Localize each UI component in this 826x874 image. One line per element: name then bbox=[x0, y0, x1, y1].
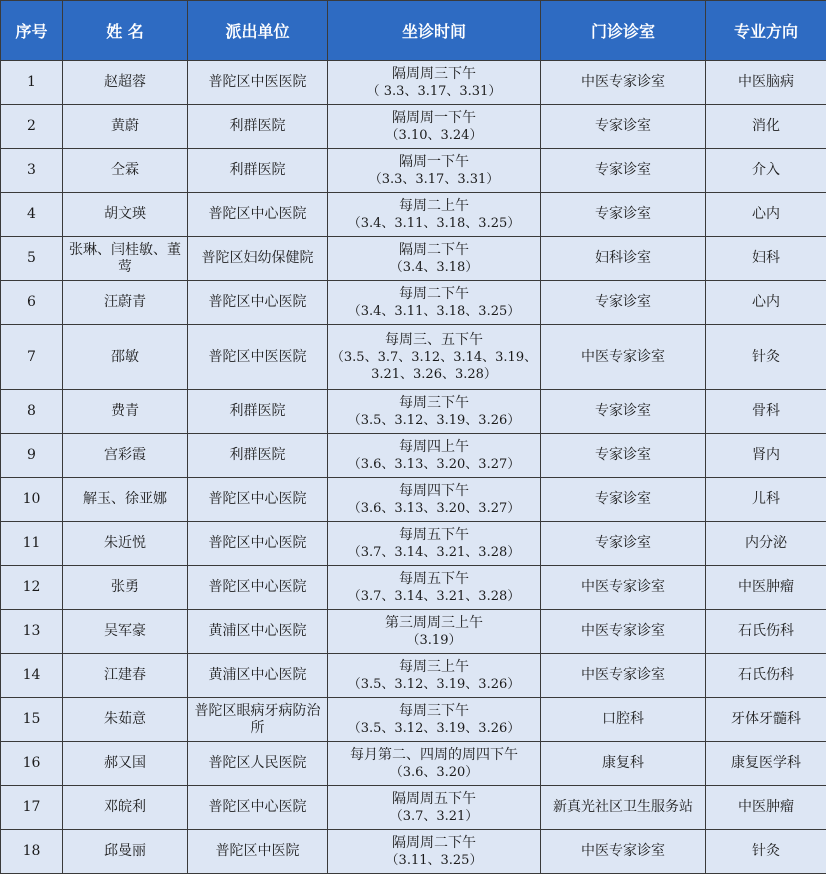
clinic-room-cell: 专家诊室 bbox=[541, 193, 706, 237]
clinic-room-cell: 专家诊室 bbox=[541, 478, 706, 522]
clinic-time-cell bbox=[328, 610, 541, 654]
clinic-room-cell: 专家诊室 bbox=[541, 149, 706, 193]
clinic-time-main: 每周四上午 bbox=[399, 438, 469, 455]
clinic-time-dates: （3.4、3.11、3.18、3.25） bbox=[347, 215, 521, 231]
specialty-cell: 针灸 bbox=[706, 830, 826, 874]
row-number-cell: 5 bbox=[1, 237, 63, 281]
specialty-cell: 妇科 bbox=[706, 237, 826, 281]
clinic-time-cell bbox=[328, 105, 541, 149]
clinic-time-dates: （3.5、3.12、3.19、3.26） bbox=[347, 720, 521, 736]
specialty-cell: 牙体牙髓科 bbox=[706, 698, 826, 742]
header-room: 门诊诊室 bbox=[541, 1, 706, 61]
clinic-time-cell bbox=[328, 61, 541, 105]
dispatch-unit-cell: 利群医院 bbox=[188, 149, 328, 193]
clinic-time-main: 每周二上午 bbox=[399, 197, 469, 214]
table-row bbox=[1, 566, 826, 610]
dispatch-unit-cell: 利群医院 bbox=[188, 390, 328, 434]
clinic-time-dates: （3.4、3.18） bbox=[389, 259, 479, 275]
dispatch-unit-cell: 普陀区中心医院 bbox=[188, 522, 328, 566]
header-specialty: 专业方向 bbox=[706, 1, 826, 61]
dispatch-unit-cell: 普陀区中医医院 bbox=[188, 325, 328, 390]
row-number-cell: 4 bbox=[1, 193, 63, 237]
table-row bbox=[1, 105, 826, 149]
clinic-room-cell: 中医专家诊室 bbox=[541, 566, 706, 610]
specialty-cell: 心内 bbox=[706, 281, 826, 325]
clinic-time-main: 隔周周三下午 bbox=[392, 65, 476, 82]
header-time: 坐诊时间 bbox=[328, 1, 541, 61]
clinic-time-cell bbox=[328, 742, 541, 786]
doctor-name-cell: 邵敏 bbox=[63, 325, 188, 390]
specialty-cell: 内分泌 bbox=[706, 522, 826, 566]
header-no: 序号 bbox=[1, 1, 63, 61]
table-row bbox=[1, 61, 826, 105]
clinic-time-dates: （3.6、3.13、3.20、3.27） bbox=[347, 456, 521, 472]
dispatch-unit-cell: 普陀区眼病牙病防治所 bbox=[188, 698, 328, 742]
clinic-room-cell: 中医专家诊室 bbox=[541, 654, 706, 698]
table-row bbox=[1, 610, 826, 654]
clinic-time-main: 隔周一下午 bbox=[399, 153, 469, 170]
specialty-cell: 骨科 bbox=[706, 390, 826, 434]
clinic-time-main: 每月第二、四周的周四下午 bbox=[350, 746, 518, 763]
doctor-name-cell: 仝霖 bbox=[63, 149, 188, 193]
dispatch-unit-cell: 普陀区中心医院 bbox=[188, 193, 328, 237]
doctor-name-cell: 黄蔚 bbox=[63, 105, 188, 149]
clinic-time-cell bbox=[328, 522, 541, 566]
specialty-cell: 儿科 bbox=[706, 478, 826, 522]
specialty-cell: 针灸 bbox=[706, 325, 826, 390]
row-number-cell: 1 bbox=[1, 61, 63, 105]
specialty-cell: 中医肿瘤 bbox=[706, 786, 826, 830]
clinic-time-main: 每周三下午 bbox=[399, 702, 469, 719]
dispatch-unit-cell: 普陀区妇幼保健院 bbox=[188, 237, 328, 281]
clinic-time-main: 隔周周二下午 bbox=[392, 834, 476, 851]
dispatch-unit-cell: 普陀区中医医院 bbox=[188, 61, 328, 105]
clinic-time-dates: （3.5、3.12、3.19、3.26） bbox=[347, 412, 521, 428]
table-row bbox=[1, 281, 826, 325]
clinic-time-cell bbox=[328, 566, 541, 610]
row-number-cell: 16 bbox=[1, 742, 63, 786]
clinic-time-cell bbox=[328, 237, 541, 281]
row-number-cell: 17 bbox=[1, 786, 63, 830]
clinic-room-cell: 专家诊室 bbox=[541, 434, 706, 478]
row-number-cell: 9 bbox=[1, 434, 63, 478]
specialty-cell: 康复医学科 bbox=[706, 742, 826, 786]
row-number-cell: 10 bbox=[1, 478, 63, 522]
clinic-time-dates: （3.4、3.11、3.18、3.25） bbox=[347, 303, 521, 319]
clinic-time-main: 每周四下午 bbox=[399, 482, 469, 499]
clinic-time-cell bbox=[328, 434, 541, 478]
doctor-name-cell: 朱茹意 bbox=[63, 698, 188, 742]
doctor-name-cell: 江建春 bbox=[63, 654, 188, 698]
row-number-cell: 12 bbox=[1, 566, 63, 610]
clinic-time-dates: （3.7、3.14、3.21、3.28） bbox=[347, 588, 521, 604]
dispatch-unit-cell: 黄浦区中心医院 bbox=[188, 654, 328, 698]
clinic-time-dates: （3.11、3.25） bbox=[385, 852, 483, 868]
dispatch-unit-cell: 普陀区中心医院 bbox=[188, 786, 328, 830]
table-row bbox=[1, 478, 826, 522]
specialty-cell: 石氏伤科 bbox=[706, 654, 826, 698]
specialty-cell: 石氏伤科 bbox=[706, 610, 826, 654]
dispatch-unit-cell: 利群医院 bbox=[188, 105, 328, 149]
doctor-name-cell: 邱曼丽 bbox=[63, 830, 188, 874]
doctor-name-cell: 张琳、闫桂敏、董莺 bbox=[63, 237, 188, 281]
clinic-time-cell bbox=[328, 325, 541, 390]
clinic-room-cell: 新真光社区卫生服务站 bbox=[541, 786, 706, 830]
clinic-room-cell: 口腔科 bbox=[541, 698, 706, 742]
clinic-time-dates: （3.19） bbox=[406, 632, 462, 648]
clinic-time-dates: （3.5、3.12、3.19、3.26） bbox=[347, 676, 521, 692]
doctor-name-cell: 朱近悦 bbox=[63, 522, 188, 566]
clinic-room-cell: 中医专家诊室 bbox=[541, 61, 706, 105]
doctor-name-cell: 解玉、徐亚娜 bbox=[63, 478, 188, 522]
clinic-time-main: 每周五下午 bbox=[399, 526, 469, 543]
clinic-time-cell bbox=[328, 281, 541, 325]
clinic-time-dates: （3.7、3.21） bbox=[389, 808, 479, 824]
table-row bbox=[1, 742, 826, 786]
table-row bbox=[1, 193, 826, 237]
table-row bbox=[1, 237, 826, 281]
doctor-name-cell: 赵超蓉 bbox=[63, 61, 188, 105]
row-number-cell: 2 bbox=[1, 105, 63, 149]
table-row bbox=[1, 434, 826, 478]
clinic-room-cell: 专家诊室 bbox=[541, 522, 706, 566]
row-number-cell: 8 bbox=[1, 390, 63, 434]
clinic-time-dates: （3.5、3.7、3.12、3.14、3.19、3.21、3.26、3.28） bbox=[330, 349, 538, 382]
row-number-cell: 6 bbox=[1, 281, 63, 325]
row-number-cell: 13 bbox=[1, 610, 63, 654]
dispatch-unit-cell: 普陀区中医院 bbox=[188, 830, 328, 874]
row-number-cell: 3 bbox=[1, 149, 63, 193]
clinic-time-dates: （3.10、3.24） bbox=[385, 127, 483, 143]
clinic-time-cell bbox=[328, 478, 541, 522]
clinic-room-cell: 中医专家诊室 bbox=[541, 325, 706, 390]
clinic-time-dates: （ 3.3、3.17、3.31） bbox=[366, 83, 502, 99]
clinic-time-main: 第三周周三上午 bbox=[385, 614, 483, 631]
doctor-name-cell: 费青 bbox=[63, 390, 188, 434]
table-row bbox=[1, 390, 826, 434]
dispatch-unit-cell: 利群医院 bbox=[188, 434, 328, 478]
table-row bbox=[1, 654, 826, 698]
specialty-cell: 消化 bbox=[706, 105, 826, 149]
row-number-cell: 11 bbox=[1, 522, 63, 566]
clinic-time-main: 隔周二下午 bbox=[399, 241, 469, 258]
clinic-time-cell bbox=[328, 654, 541, 698]
row-number-cell: 7 bbox=[1, 325, 63, 390]
clinic-time-main: 每周三上午 bbox=[399, 658, 469, 675]
specialty-cell: 心内 bbox=[706, 193, 826, 237]
doctor-name-cell: 吴军豪 bbox=[63, 610, 188, 654]
row-number-cell: 18 bbox=[1, 830, 63, 874]
clinic-room-cell: 中医专家诊室 bbox=[541, 610, 706, 654]
clinic-room-cell: 中医专家诊室 bbox=[541, 830, 706, 874]
clinic-room-cell: 妇科诊室 bbox=[541, 237, 706, 281]
doctor-name-cell: 胡文瑛 bbox=[63, 193, 188, 237]
table-row bbox=[1, 786, 826, 830]
clinic-time-dates: （3.3、3.17、3.31） bbox=[368, 171, 500, 187]
clinic-time-main: 每周三下午 bbox=[399, 394, 469, 411]
clinic-time-cell bbox=[328, 698, 541, 742]
dispatch-unit-cell: 普陀区中心医院 bbox=[188, 478, 328, 522]
clinic-time-dates: （3.6、3.20） bbox=[389, 764, 479, 780]
doctor-name-cell: 邓皖利 bbox=[63, 786, 188, 830]
clinic-time-main: 每周五下午 bbox=[399, 570, 469, 587]
clinic-time-cell bbox=[328, 786, 541, 830]
doctor-name-cell: 汪蔚青 bbox=[63, 281, 188, 325]
table-row bbox=[1, 325, 826, 390]
doctor-name-cell: 郝又国 bbox=[63, 742, 188, 786]
doctor-name-cell: 张勇 bbox=[63, 566, 188, 610]
specialty-cell: 肾内 bbox=[706, 434, 826, 478]
clinic-time-main: 隔周周五下午 bbox=[392, 790, 476, 807]
table-row bbox=[1, 830, 826, 874]
dispatch-unit-cell: 普陀区人民医院 bbox=[188, 742, 328, 786]
row-number-cell: 15 bbox=[1, 698, 63, 742]
clinic-time-main: 每周二下午 bbox=[399, 285, 469, 302]
clinic-room-cell: 康复科 bbox=[541, 742, 706, 786]
dispatch-unit-cell: 普陀区中心医院 bbox=[188, 281, 328, 325]
clinic-time-cell bbox=[328, 193, 541, 237]
clinic-room-cell: 专家诊室 bbox=[541, 281, 706, 325]
header-unit: 派出单位 bbox=[188, 1, 328, 61]
clinic-time-main: 隔周周一下午 bbox=[392, 109, 476, 126]
clinic-time-cell bbox=[328, 390, 541, 434]
header-row bbox=[1, 1, 826, 61]
clinic-time-cell bbox=[328, 149, 541, 193]
specialty-cell: 介入 bbox=[706, 149, 826, 193]
row-number-cell: 14 bbox=[1, 654, 63, 698]
specialty-cell: 中医肿瘤 bbox=[706, 566, 826, 610]
clinic-time-cell bbox=[328, 830, 541, 874]
clinic-room-cell: 专家诊室 bbox=[541, 390, 706, 434]
table-row bbox=[1, 698, 826, 742]
dispatch-unit-cell: 黄浦区中心医院 bbox=[188, 610, 328, 654]
clinic-time-dates: （3.7、3.14、3.21、3.28） bbox=[347, 544, 521, 560]
table-row bbox=[1, 522, 826, 566]
table-row bbox=[1, 149, 826, 193]
header-name: 姓 名 bbox=[63, 1, 188, 61]
doctor-name-cell: 宫彩霞 bbox=[63, 434, 188, 478]
clinic-time-main: 每周三、五下午 bbox=[385, 331, 483, 348]
specialty-cell: 中医脑病 bbox=[706, 61, 826, 105]
clinic-time-dates: （3.6、3.13、3.20、3.27） bbox=[347, 500, 521, 516]
dispatch-unit-cell: 普陀区中心医院 bbox=[188, 566, 328, 610]
clinic-room-cell: 专家诊室 bbox=[541, 105, 706, 149]
